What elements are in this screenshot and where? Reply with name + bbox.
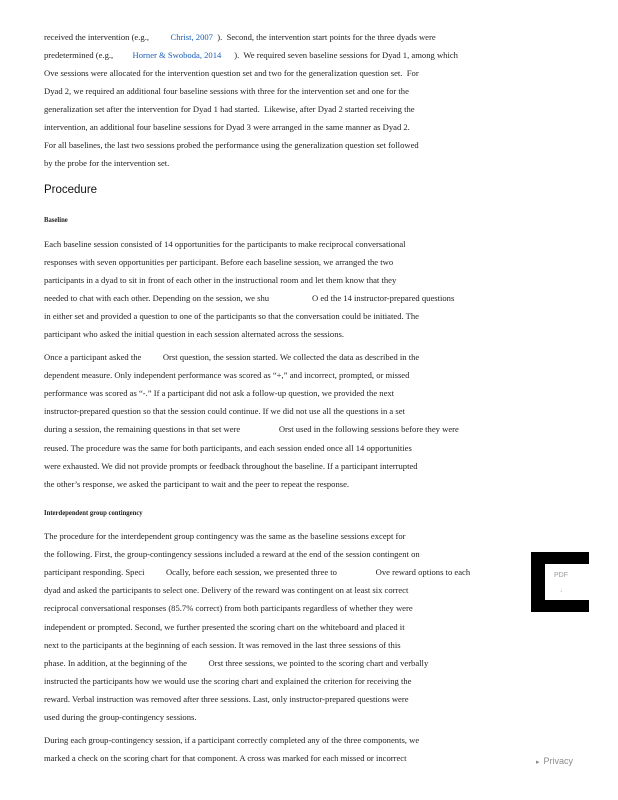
- text-run: reward. Verbal instruction was removed after three sessions. Last, only instructor-prepared questions were: [44, 693, 409, 704]
- interdependent-p1-line: [44, 584, 408, 596]
- interdependent-p1-line: [44, 639, 401, 651]
- text-run: reciprocal conversational responses (85.7% correct) from both participants regardless of whether they were: [44, 603, 413, 614]
- text-run: ). Second, the intervention start points for the three dyads were: [212, 32, 436, 42]
- text-run: received the intervention (e.g.,: [44, 32, 171, 42]
- citation-link[interactable]: Horner & Swoboda, 2014: [132, 50, 222, 60]
- text-run: Dyad 2, we required an additional four baseline sessions with three for the intervention set and one for the: [44, 86, 409, 96]
- text-run: participants in a dyad to sit in front of each other in the instructional room and let them know that they: [44, 275, 397, 285]
- text-run: participant who asked the initial question in each session alternated across the sessions.: [44, 329, 344, 339]
- interdependent-p1-line: [44, 566, 470, 578]
- text-run: marked a check on the scoring chart for that component. A cross was marked for each missed or incorrect: [44, 753, 407, 763]
- interdependent-p2-line: [44, 752, 406, 764]
- text-run: responses with seven opportunities per participant. Before each baseline session, we arranged the two: [44, 257, 394, 267]
- text-run: Once a participant asked the Orst question, the session started. We collected the data as described in the: [44, 352, 420, 362]
- design-line: [44, 139, 419, 151]
- baseline-p1-line: [44, 328, 344, 340]
- text-run: performance was scored as “-.” If a participant did not ask a follow-up question, we provided the next: [44, 388, 395, 399]
- interdependent-p1-line: [44, 657, 428, 669]
- interdependent-p1-line: [44, 548, 420, 560]
- design-line: [44, 67, 419, 79]
- baseline-p1-line: [44, 256, 393, 268]
- citation-link[interactable]: Christ, 2007: [170, 32, 213, 42]
- design-line: [44, 31, 436, 43]
- text-run: ). We required seven baseline sessions for Dyad 1, among which: [221, 50, 458, 60]
- baseline-p2-line: [44, 387, 394, 399]
- text-run: dependent measure. Only independent performance was scored as “+,” and incorrect, prompted, or missed: [44, 370, 410, 381]
- design-line: [44, 85, 409, 97]
- heading-procedure: Procedure: [44, 184, 98, 196]
- text-run: needed to chat with each other. Depending on the session, we shu O ed the 14 instructor-prepared questions: [44, 293, 455, 303]
- privacy-label: Privacy: [543, 756, 574, 766]
- baseline-p2-line: [44, 351, 419, 363]
- interdependent-p1-line: [44, 675, 412, 687]
- privacy-link[interactable]: [536, 756, 573, 766]
- text-run: generalization set after the intervention for Dyad 1 had started. Likewise, after Dyad 2 started receiving the: [44, 104, 415, 114]
- download-icon: ↓: [559, 588, 563, 594]
- pdf-label: PDF: [554, 572, 568, 579]
- text-run: in either set and provided a question to one of the participants so that the conversation could be initiated. The: [44, 311, 419, 321]
- interdependent-p1-line: [44, 530, 406, 542]
- interdependent-p2-line: [44, 734, 419, 746]
- text-run: Ove sessions were allocated for the intervention question set and two for the generalization question set. For: [44, 68, 419, 78]
- text-run: intervention, an additional four baseline sessions for Dyad 3 were arranged in the same manner as Dyad 2.: [44, 122, 410, 132]
- subheading-baseline: Baseline: [44, 215, 68, 224]
- design-line: [44, 157, 169, 169]
- text-run: the following. First, the group-contingency sessions included a reward at the end of the session contingent on: [44, 549, 420, 560]
- text-run: For all baselines, the last two sessions probed the performance using the generalization question set followed: [44, 140, 419, 150]
- design-line: [44, 103, 415, 115]
- baseline-p2-line: [44, 423, 459, 435]
- text-run: during a session, the remaining questions in that set were Orst used in the following sessions before they were: [44, 424, 459, 435]
- baseline-p2-line: [44, 369, 409, 381]
- baseline-p2-line: [44, 442, 412, 454]
- interdependent-p1-line: [44, 602, 413, 614]
- baseline-p1-line: [44, 292, 454, 304]
- baseline-p1-line: [44, 274, 396, 286]
- text-run: were exhausted. We did not provide prompts or feedback throughout the baseline. If a participant interrupted: [44, 460, 418, 471]
- text-run: instructed the participants how we would use the scoring chart and explained the criterion for receiving the: [44, 675, 412, 686]
- play-arrow-icon: ▸: [536, 759, 540, 766]
- text-run: the other’s response, we asked the participant to wait and the peer to repeat the response.: [44, 478, 350, 489]
- text-run: by the probe for the intervention set.: [44, 158, 170, 168]
- pdf-download-button[interactable]: [545, 564, 589, 600]
- text-run: During each group-contingency session, if a participant correctly completed any of the three components, we: [44, 735, 420, 745]
- pdf-download-widget[interactable]: [531, 552, 589, 612]
- baseline-p1-line: [44, 238, 406, 250]
- interdependent-p1-line: [44, 693, 409, 705]
- baseline-p2-line: [44, 478, 349, 490]
- design-line: [44, 121, 410, 133]
- baseline-p1-line: [44, 310, 419, 322]
- text-run: The procedure for the interdependent group contingency was the same as the baseline sessions except for: [44, 531, 406, 541]
- baseline-p2-line: [44, 405, 405, 417]
- baseline-p2-line: [44, 460, 418, 472]
- text-run: reused. The procedure was the same for both participants, and each session ended once all 14 opportunities: [44, 442, 412, 453]
- text-run: Each baseline session consisted of 14 opportunities for the participants to make reciprocal conversational: [44, 239, 406, 249]
- text-run: independent or prompted. Second, we further presented the scoring chart on the whiteboard and placed it: [44, 621, 405, 632]
- design-line: [44, 49, 458, 61]
- text-run: participant responding. Speci Ocally, before each session, we presented three to Ove reward options to each: [44, 567, 471, 578]
- text-run: next to the participants at the beginning of each session. It was removed in the last three sessions of this: [44, 639, 401, 650]
- text-run: phase. In addition, at the beginning of the Orst three sessions, we pointed to the scoring chart and verbally: [44, 657, 429, 668]
- subheading-interdependent: Interdependent group contingency: [44, 508, 143, 517]
- text-run: instructor-prepared question so that the session could continue. If we did not use all the questions in a set: [44, 406, 405, 417]
- text-run: predetermined (e.g.,: [44, 50, 133, 60]
- interdependent-p1-line: [44, 711, 197, 723]
- interdependent-p1-line: [44, 621, 405, 633]
- text-run: used during the group-contingency sessions.: [44, 712, 197, 722]
- text-run: dyad and asked the participants to select one. Delivery of the reward was contingent on at least six correct: [44, 585, 409, 596]
